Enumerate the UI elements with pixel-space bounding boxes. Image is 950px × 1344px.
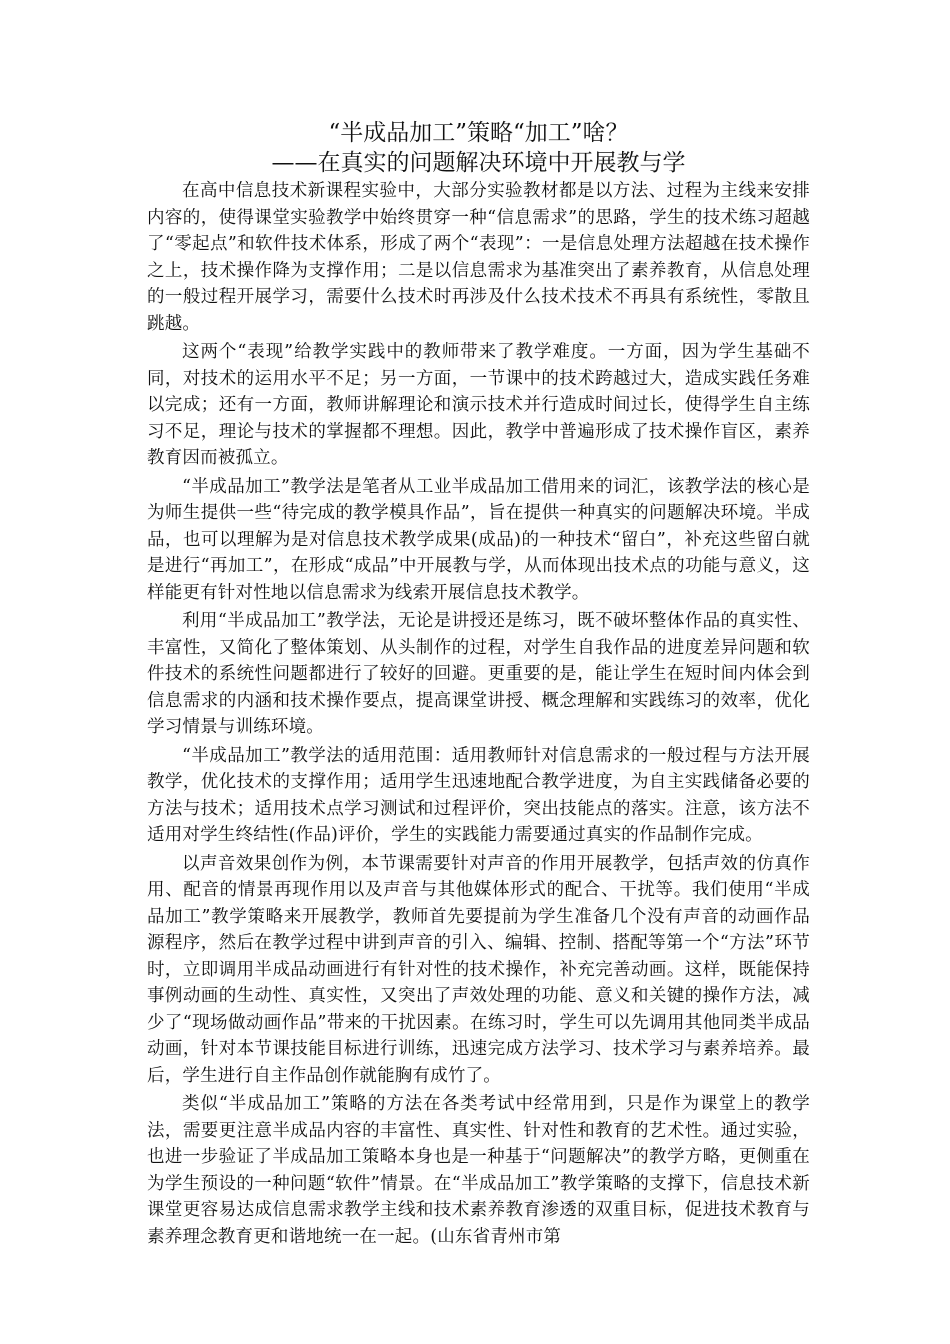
paragraph: “半成品加工”教学法的适用范围：适用教师针对信息需求的一般过程与方法开展教学，优化技术的支撑作用；适用学生迅速地配合教学进度，为自主实践储备必要的方法与技术；适用技术点学习测试和过程评价，突出技能点的落实。注意，该方法不适用对学生终结性(作品)评价，学生的实践能力需要通过真实的作品制作完成。 <box>147 745 810 845</box>
paragraph: 类似“半成品加工”策略的方法在各类考试中经常用到，只是作为课堂上的教学法，需要更注意半成品内容的丰富性、真实性、针对性和教育的艺术性。通过实验，也进一步验证了半成品加工策略本身也是一种基于“问题解决”的教学方略，更侧重在为学生预设的一种问题“软件”情景。在“半成品加工”教学策略的支撑下，信息技术新课堂更容易达成信息需求教学主线和技术素养教育渗透的双重目标，促进技术教育与素养理念教育更和谐地统一在一起。(山东省青州市第 <box>147 1094 810 1247</box>
document-subtitle: ——在真实的问题解决环境中开展教与学 <box>271 150 686 176</box>
title-block <box>147 118 810 178</box>
paragraph: 这两个“表现”给教学实践中的教师带来了教学难度。一方面，因为学生基础不同，对技术的运用水平不足；另一方面，一节课中的技术跨越过大，造成实践任务难以完成；还有一方面，教师讲解理论和演示技术并行造成时间过长，使得学生自主练习不足，理论与技术的掌握都不理想。因此，教学中普遍形成了技术操作盲区，素养教育因而被孤立。 <box>147 342 810 468</box>
paragraph: 在高中信息技术新课程实验中，大部分实验教材都是以方法、过程为主线来安排内容的，使得课堂实验教学中始终贯穿一种“信息需求”的思路，学生的技术练习超越了“零起点”和软件技术体系，形成了两个“表现”：一是信息处理方法超越在技术操作之上，技术操作降为支撑作用；二是以信息需求为基准突出了素养教育，从信息处理的一般过程开展学习，需要什么技术时再涉及什么技术技术不再具有系统性，零散且跳越。 <box>147 181 810 334</box>
paragraph: 以声音效果创作为例，本节课需要针对声音的作用开展教学，包括声效的仿真作用、配音的情景再现作用以及声音与其他媒体形式的配合、干扰等。我们使用“半成品加工”教学策略来开展教学，教师首先要提前为学生准备几个没有声音的动画作品源程序，然后在教学过程中讲到声音的引入、编辑、控制、搭配等第一个“方法”环节时，立即调用半成品动画进行有针对性的技术操作，补充完善动画。这样，既能保持事例动画的生动性、真实性，又突出了声效处理的功能、意义和关键的操作方法，减少了“现场做动画作品”带来的干扰因素。在练习时，学生可以先调用其他同类半成品动画，针对本节课技能目标进行训练，迅速完成方法学习、技术学习与素养培养。最后，学生进行自主作品创作就能胸有成竹了。 <box>147 853 810 1086</box>
document-title: “半成品加工”策略“加工”啥？ <box>328 120 629 146</box>
paragraph: “半成品加工”教学法是笔者从工业半成品加工借用来的词汇，该教学法的核心是为师生提供一些“待完成的教学模具作品”，旨在提供一种真实的问题解决环境。半成品，也可以理解为是对信息技术教学成果(成品)的一种技术“留白”，补充这些留白就是进行“再加工”，在形成“成品”中开展教与学，从而体现出技术点的功能与意义，这样能更有针对性地以信息需求为线索开展信息技术教学。 <box>147 476 810 603</box>
document-page <box>147 118 810 1252</box>
document-body <box>147 178 810 1250</box>
paragraph: 利用“半成品加工”教学法，无论是讲授还是练习，既不破坏整体作品的真实性、丰富性，又简化了整体策划、从头制作的过程，对学生自我作品的进度差异问题和软件技术的系统性问题都进行了较好的回避。更重要的是，能让学生在短时间内体会到信息需求的内涵和技术操作要点，提高课堂讲授、概念理解和实践练习的效率，优化学习情景与训练环境。 <box>147 611 810 737</box>
